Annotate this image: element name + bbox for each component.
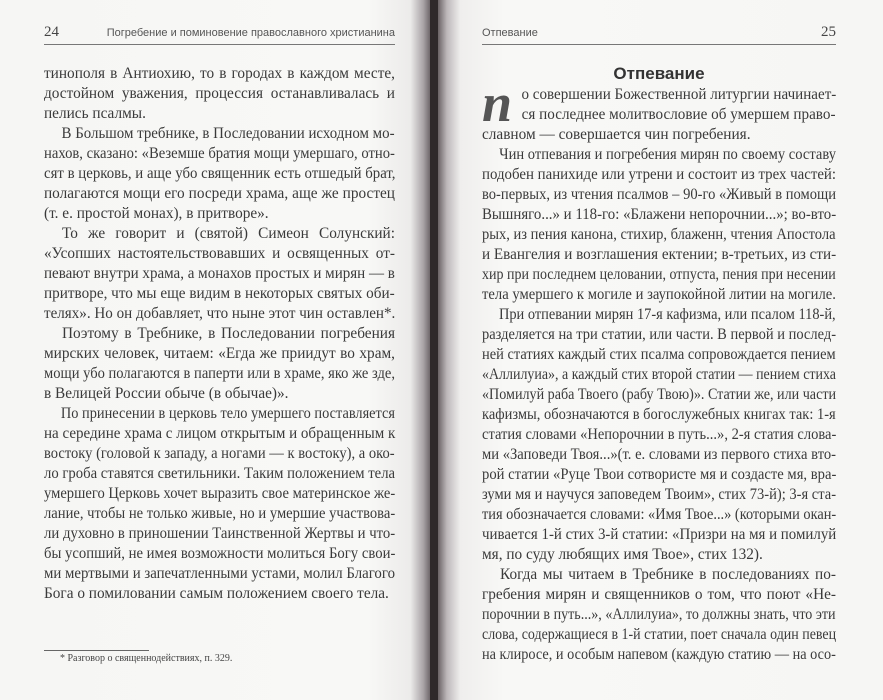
text-line: порочнии в путь...», «Аллилуиа», то должны знать, что эти bbox=[482, 606, 836, 623]
text-line: рых, из пения канона, стихир, блаженн, чтения Апостола bbox=[482, 226, 836, 243]
text-line: тия обозначается словами: «Имя Твое...» (которыми окан- bbox=[482, 506, 837, 523]
text-line: зуми мя и научуся заповедем Твоим», стих 73-й); 3-я ста- bbox=[482, 486, 837, 503]
text-line: рой статии «Руце Твои сотвористе мя и создасте мя, вра- bbox=[482, 466, 837, 483]
text-line: ней статиях каждый стих псалма сопровождается пением bbox=[482, 346, 836, 363]
right-running-header bbox=[482, 24, 836, 45]
text-line: умершего Церковь хочет выразить свое материнское же- bbox=[44, 485, 396, 502]
text-line: полагаются мощи его посреди храма, аще же простец bbox=[44, 185, 395, 202]
text-line: мирских человек, читаем: «Егда же приидут во храм, bbox=[44, 345, 395, 362]
text-line: о совершении Божественной литургии начинает- bbox=[521, 86, 837, 103]
text-line: востоку (головой к западу, а ногами — к востоку), а око- bbox=[44, 445, 395, 462]
paragraph bbox=[44, 124, 395, 224]
text-line: Вышняго...» и 118-го: «Блажени непорочнии...»; во-вто- bbox=[482, 206, 837, 223]
text-line: ли духовно в приношении Таинственной Жертвы и что- bbox=[44, 525, 396, 542]
text-line: тела умершего к могиле и заупокойной литии на могиле. bbox=[482, 286, 836, 303]
text-line: разделяется на три статии, или части. В первой и послед- bbox=[482, 326, 837, 343]
right-body-text bbox=[482, 85, 836, 665]
text-line: во-первых, из чтения псалмов – 90-го «Живый в помощи bbox=[482, 186, 836, 203]
text-line: ми «Заповеди Твоя...»(т. е. словами из первого стиха вто- bbox=[482, 446, 837, 463]
text-line: В Большом требнике, в Последовании исходном мо- bbox=[61, 125, 395, 142]
text-line: лание, чтобы не только живые, но и умершие участвова- bbox=[44, 505, 396, 522]
text-line: статия словами «Непорочнии в путь...», 2-я статия слова- bbox=[482, 426, 837, 443]
running-title: Погребение и поминовение православного христианина bbox=[106, 27, 395, 39]
left-running-header bbox=[44, 24, 395, 45]
text-line: Чин отпевания и погребения мирян по своему составу bbox=[499, 146, 836, 163]
paragraph bbox=[482, 305, 836, 565]
text-line: подобен панихиде или утрени и состоит из трех частей: bbox=[482, 166, 837, 183]
footnote-rule bbox=[44, 650, 149, 651]
text-line: нахов, сказано: «Веземше братия мощи умершаго, отно- bbox=[44, 145, 395, 162]
paragraph bbox=[44, 324, 395, 404]
text-line: пелись псалмы. bbox=[44, 105, 146, 122]
text-line: и Евангелия и возглашения ектении; в-третьих, из сти- bbox=[482, 246, 837, 263]
text-line: гребения мирян и священников о том, что поют «Не- bbox=[482, 586, 836, 603]
text-line: ло гроба ставятся светильники. Таким положением тела bbox=[44, 465, 396, 482]
text-line: достойном уважения, процессия останавливалась и bbox=[44, 85, 395, 102]
left-page bbox=[0, 0, 432, 700]
text-line: мя, по суду любящих имя Твое», стих 132). bbox=[482, 546, 763, 563]
text-line: притворе, что мы еще видим в некоторых святых оби- bbox=[44, 285, 395, 302]
text-line: ся последнее молитвословие об умершем право- bbox=[521, 106, 836, 123]
text-line: Когда мы читаем в Требнике в последованиях по- bbox=[500, 566, 836, 583]
section-title: Отпевание bbox=[613, 64, 705, 83]
running-title: Отпевание bbox=[482, 27, 538, 39]
text-line: Поэтому в Требнике, в Последовании погребения bbox=[62, 325, 395, 342]
text-line: тинополя в Антиохию, то в городах в каждом месте, bbox=[44, 65, 395, 82]
paragraph bbox=[44, 224, 395, 324]
text-line: на клиросе, и особым напевом (каждую статию — на осо- bbox=[482, 646, 836, 663]
page-number: 25 bbox=[821, 24, 836, 40]
text-line: При отпевании мирян 17-я кафизма, или псалом 118-й, bbox=[498, 306, 836, 323]
footnote: * Разговор о священнодействиях, п. 329. bbox=[60, 653, 233, 664]
text-line: на середине храма с лицом открытым и обращенным к bbox=[44, 425, 396, 442]
text-line: кафизмы, обозначаются в богослужебных книгах так: 1-я bbox=[482, 406, 836, 423]
drop-cap: п bbox=[482, 73, 513, 133]
text-line: в Велицей России обыче (в обычае)». bbox=[44, 385, 289, 402]
text-line: (т. е. простой монах), в притворе». bbox=[44, 205, 269, 222]
paragraph bbox=[44, 64, 395, 124]
text-line: телях». Но он добавляет, что ныне этот чин оставлен*. bbox=[44, 305, 396, 322]
text-line: То же говорит и (святой) Симеон Солунский: bbox=[62, 225, 395, 242]
text-line: «Помилуй раба Твоего (рабу Твою)». Статии же, или части bbox=[482, 386, 837, 403]
paragraph bbox=[482, 85, 836, 145]
paragraph bbox=[482, 565, 836, 665]
text-line: славном — совершается чин погребения. bbox=[482, 126, 751, 143]
text-line: слова, содержащиеся в 1-й статии, поет сначала один певец bbox=[482, 626, 837, 643]
text-line: «Усопших настоятельствовавших и освященных от- bbox=[44, 245, 395, 262]
text-line: ми мертвыми и запечатленными устами, молил Благого bbox=[44, 565, 395, 582]
paragraph bbox=[482, 145, 836, 305]
text-line: чивается 1-й стих 3-й статии: «Призри на мя и помилуй bbox=[482, 526, 837, 543]
text-line: По принесении в церковь тело умершего поставляется bbox=[60, 405, 395, 422]
paragraph bbox=[44, 404, 395, 604]
text-line: бы усопший, не имея возможности молиться Богу свои- bbox=[44, 545, 396, 562]
text-line: мощи убо полагаются в паперти или в храме, яко же зде, bbox=[44, 365, 396, 382]
text-line: сят в церковь, и аще убо священник есть отшедый брат, bbox=[44, 165, 396, 182]
page-number: 24 bbox=[44, 24, 59, 40]
left-body-text bbox=[44, 64, 395, 604]
text-line: певают внутри храма, а монахов простых и мирян — в bbox=[44, 265, 395, 282]
text-line: Бога о помиловании самым положением своего тела. bbox=[44, 585, 389, 602]
text-line: «Аллилуиа», а каждый стих второй статии — пением стиха bbox=[482, 366, 836, 383]
text-line: хир при последнем целовании, отпуста, пения при несении bbox=[482, 266, 836, 283]
